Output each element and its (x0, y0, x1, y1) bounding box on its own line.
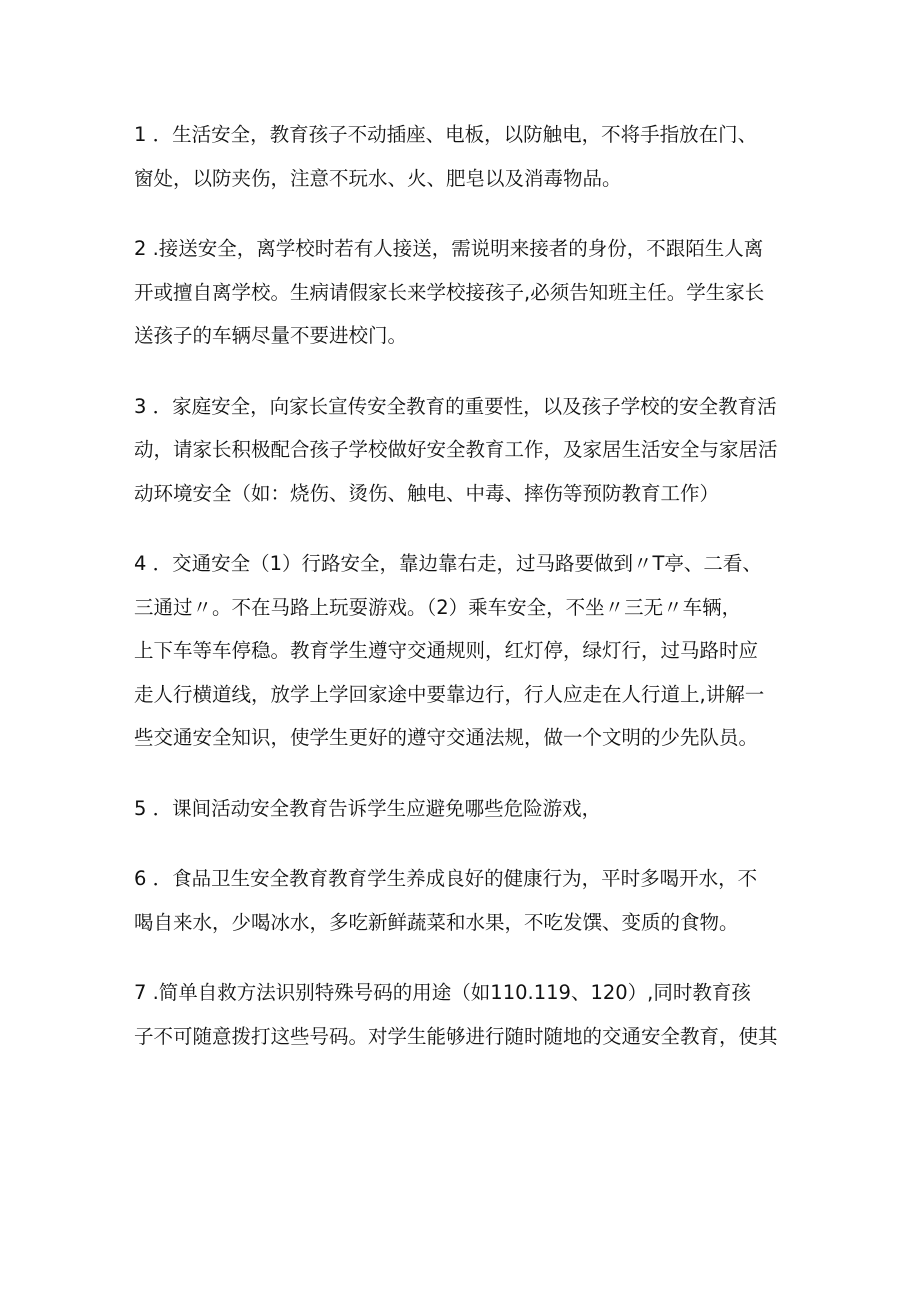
text-line: 4 ．交通安全（1）行路安全，靠边靠右走，过马路要做到〃T亭、二看、 (134, 552, 762, 575)
text-line: 1 ．生活安全，教育孩子不动插座、电板，以防触电，不将手指放在门、 (134, 123, 758, 146)
paragraph-7 (134, 971, 799, 1058)
text-line: 送孩子的车辆尽量不要进校门。 (134, 324, 408, 347)
text-line: 三通过〃。不在马路上玩耍游戏。（2）乘车安全，不坐〃三无〃车辆， (134, 595, 742, 619)
text-line: 些交通安全知识，使学生更好的遵守交通法规，做一个文明的少先队员。 (134, 726, 759, 749)
text-line: 动环境安全（如：烧伤、烫伤、触电、中毒、摔伤等预防教育工作） (134, 481, 720, 505)
text-line: 开或擅自离学校。生病请假家长来学校接孩子,必须告知班主任。学生家长 (134, 280, 765, 304)
text-line: 6 ．食品卫生安全教育教育学生养成良好的健康行为，平时多喝开水，不 (134, 867, 758, 890)
text-line: 动，请家长积极配合孩子学校做好安全教育工作，及家居生活安全与家居活 (134, 438, 778, 461)
text-line: 走人行横道线，放学上学回家途中要靠边行，行人应走在人行道上,讲解一 (134, 682, 765, 706)
text-line: 7 .简单自救方法识别特殊号码的用途（如110.119、120）,同时教育孩 (134, 981, 751, 1004)
text-line: 5 ．课间活动安全教育告诉学生应避免哪些危险游戏， (134, 796, 602, 820)
text-line: 上下车等车停稳。教育学生遵守交通规则，红灯停，绿灯行，过马路时应 (134, 639, 759, 662)
paragraph-3 (134, 385, 799, 516)
text-line: 2 .接送安全，离学校时若有人接送，需说明来接者的身份，不跟陌生人离 (134, 237, 764, 260)
paragraph-6 (134, 857, 799, 944)
paragraph-2 (134, 227, 799, 358)
paragraph-5 (134, 787, 799, 831)
paragraph-1 (134, 113, 799, 200)
text-line: 子不可随意拨打这些号码。对学生能够进行随时随地的交通安全教育，使其 (134, 1024, 778, 1048)
paragraph-4 (134, 542, 799, 760)
text-line: 窗处，以防夹伤，注意不玩水、火、肥皂以及消毒物品。 (134, 166, 622, 190)
text-line: 喝自来水，少喝冰水，多吃新鲜蔬菜和水果，不吃发馔、变质的食物。 (134, 910, 739, 934)
text-line: 3 ．家庭安全，向家长宣传安全教育的重要性，以及孩子学校的安全教育活 (134, 394, 777, 418)
document-body (134, 113, 799, 1085)
